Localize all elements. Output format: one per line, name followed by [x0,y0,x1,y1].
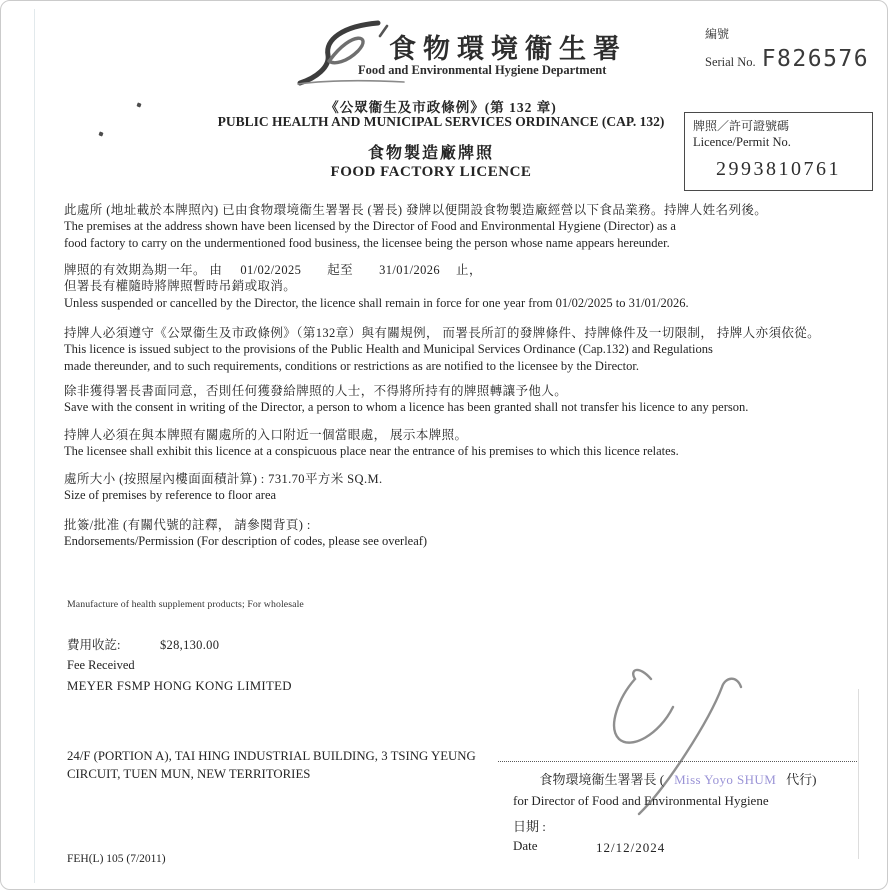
signed-for-title-en: for Director of Food and Environmental Hygiene [513,793,769,808]
paragraph-line: The licensee shall exhibit this licence at a conspicuous place near the entrance of his premises to which this licence relates. [64,444,679,459]
paragraph-line: food factory to carry on the undermentioned food business, the licensee being the person whose name appears hereunder. [64,235,670,250]
valid-to-date: 31/01/2026 [379,263,441,277]
department-name-zh: 食物環境衞生署 [389,34,627,64]
premises-address-line: CIRCUIT, TUEN MUN, NEW TERRITORIES [67,767,311,781]
fee-amount: $28,130.00 [160,638,220,652]
ordinance-title-en: PUBLIC HEALTH AND MUNICIPAL SERVICES ORDINANCE (CAP. 132) [217,114,665,129]
date-label-zh: 日期 : [513,819,546,834]
paragraph-line: Save with the consent in writing of the Director, a person to whom a licence has been granted shall not transfer his licence to any person. [64,400,749,415]
date-label-en: Date [513,838,538,853]
licence-type-zh: 食物製造廠牌照 [367,145,494,162]
serial-number-block [705,25,869,72]
signature-dotted-line [498,761,857,762]
premises-address [67,747,476,783]
ordinance-title-zh: 《公眾衞生及市政條例》(第 132 章) [325,100,557,115]
paragraph-line: made thereunder, and to such requirements, conditions or restrictions as are notified to the licensee by the Director. [64,358,640,373]
endorsement-note: Manufacture of health supplement products; For wholesale [67,599,304,610]
paragraph-no-transfer [64,383,748,416]
paragraph-line: 處所大小 (按照屋內樓面面積計算) : 731.70平方米 SQ.M. [64,472,383,486]
valid-from-date: 01/02/2025 [240,263,302,277]
signed-for-zh-prefix: 食物環境衞生署署長 ( [539,772,665,787]
paragraph-line: 持牌人必須在與本牌照有關處所的入口附近一個當眼處， 展示本牌照。 [64,428,468,442]
validity-zh-mid: 起至 [327,263,354,277]
licence-permit-number-box [684,112,873,191]
scan-artifact-line [858,689,859,859]
paragraph-line: 批簽/批准 (有關代號的註釋， 請參閱背頁) : [64,518,311,532]
licence-no-label-zh: 牌照／許可證號碼 [693,119,790,133]
form-code: FEH(L) 105 (7/2011) [67,853,166,865]
paragraph-line: The premises at the address shown have been licensed by the Director of Food and Environmental Hygiene (Director) as a [64,219,676,234]
paragraph-premises-size [64,471,383,504]
paragraph-line: 持牌人必須遵守《公眾衞生及市政條例》（第132章）與有關規例， 而署長所訂的發牌條件、持牌條件及一切限制， 持牌人亦須依從。 [64,326,821,340]
paragraph-premises-licensed [64,202,767,251]
licence-type-en: FOOD FACTORY LICENCE [330,164,532,180]
fee-received-block [67,635,219,674]
validity-zh-suffix: 止， [456,263,482,277]
licence-no-label-en: Licence/Permit No. [693,135,791,149]
signer-name: Miss Yoyo SHUM [674,772,777,787]
paragraph-validity-period [64,262,689,311]
paragraph-line: This licence is issued subject to the provisions of the Public Health and Municipal Services Ordinance (Cap.132) and Regulations [64,342,713,357]
paragraph-exhibit-licence [64,427,679,460]
serial-number-value: F826576 [761,46,870,72]
signed-for-title-zh [498,769,858,788]
paragraph-ordinance-conditions [64,325,820,374]
paragraph-endorsements [64,517,427,550]
scan-speck [98,131,103,136]
paragraph-line: Endorsements/Permission (For description of codes, please see overleaf) [64,534,428,549]
paragraph-line: 此處所 (地址載於本牌照內) 已由食物環境衞生署署長 (署長) 發牌以便開設食物製造廠經營以下食品業務。持牌人姓名列後。 [64,203,768,217]
licence-permit-number-value: 2993810761 [716,158,841,180]
department-name-en: Food and Environmental Hygiene Department [358,63,607,77]
signed-for-zh-suffix: 代行) [786,772,817,787]
paragraph-line: 除非獲得署長書面同意，否則任何獲發給牌照的人士，不得將所持有的牌照轉讓予他人。 [64,384,568,398]
paragraph-line: Unless suspended or cancelled by the Director, the licence shall remain in force for one year from 01/02/2025 to 31/01/2026. [64,295,689,310]
fee-label-zh: 費用收訖: [67,638,121,652]
serial-label-zh: 編號 [705,27,730,41]
premises-address-line: 24/F (PORTION A), TAI HING INDUSTRIAL BUILDING, 3 TSING YEUNG [67,749,476,763]
licensee-name: MEYER FSMP HONG KONG LIMITED [67,679,292,693]
paragraph-line: 但署長有權隨時將牌照暫時吊銷或取消。 [64,279,297,294]
serial-label-en: Serial No. [705,55,756,69]
validity-zh-prefix: 牌照的有效期為期一年。 由 [64,263,223,277]
paragraph-line: Size of premises by reference to floor area [64,488,277,503]
fee-label-en: Fee Received [67,658,135,672]
signature-date-value: 12/12/2024 [596,840,666,855]
